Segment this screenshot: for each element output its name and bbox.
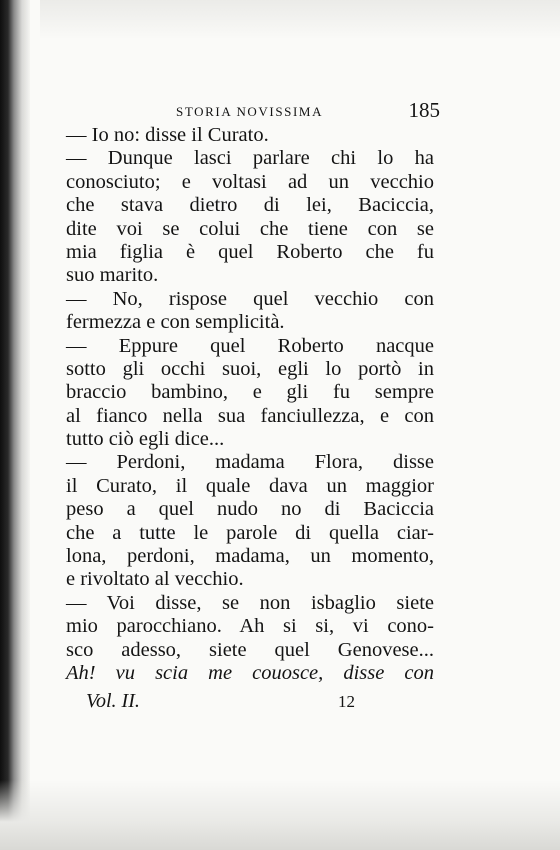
page-number: 185 <box>408 98 440 122</box>
text-line: peso a quel nudo no di Baciccia <box>66 498 434 521</box>
page-footer <box>86 690 366 716</box>
text-line: sco adesso, siete quel Genovese... <box>66 638 434 661</box>
text-line: al fianco nella sua fanciullezza, e con <box>66 404 434 427</box>
text-line: conosciuto; e voltasi ad un vecchio <box>66 170 434 193</box>
text-line: Ah! vu scia me couosce, disse con <box>66 661 434 684</box>
signature-mark: 12 <box>338 692 355 711</box>
text-line: — Perdoni, madama Flora, disse <box>66 451 434 474</box>
volume-label: Vol. II. <box>86 690 140 712</box>
text-line: mia figlia è quel Roberto che fu <box>66 240 434 263</box>
body-text <box>66 124 434 685</box>
text-line: il Curato, il quale dava un maggior <box>66 474 434 497</box>
text-line: suo marito. <box>66 264 159 287</box>
text-line: — No, rispose quel vecchio con <box>66 287 434 310</box>
text-line: che a tutte le parole di quella ciar- <box>66 521 434 544</box>
text-line: mio parocchiano. Ah si si, vi cono- <box>66 615 434 638</box>
binding-shadow <box>0 0 30 850</box>
page-bottom-shade <box>0 780 560 850</box>
text-line: lona, perdoni, madama, un momento, <box>66 545 434 568</box>
text-line: fermezza e con semplicità. <box>66 311 285 334</box>
text-line: che stava dietro di lei, Baciccia, <box>66 194 434 217</box>
text-line: tutto ciò egli dice... <box>66 428 225 451</box>
text-line: — Eppure quel Roberto nacque <box>66 334 434 357</box>
text-line: e rivoltato al vecchio. <box>66 568 244 591</box>
text-line: braccio bambino, e gli fu sempre <box>66 381 434 404</box>
running-title: STORIA NOVISSIMA <box>176 104 324 119</box>
text-line: — Voi disse, se non isbaglio siete <box>66 591 434 614</box>
text-line: dite voi se colui che tiene con se <box>66 217 434 240</box>
page-top-shade <box>40 0 560 40</box>
text-line: sotto gli occhi suoi, egli lo portò in <box>66 357 434 380</box>
text-line: — Io no: disse il Curato. <box>66 124 269 146</box>
text-line: — Dunque lasci parlare chi lo ha <box>66 147 434 170</box>
